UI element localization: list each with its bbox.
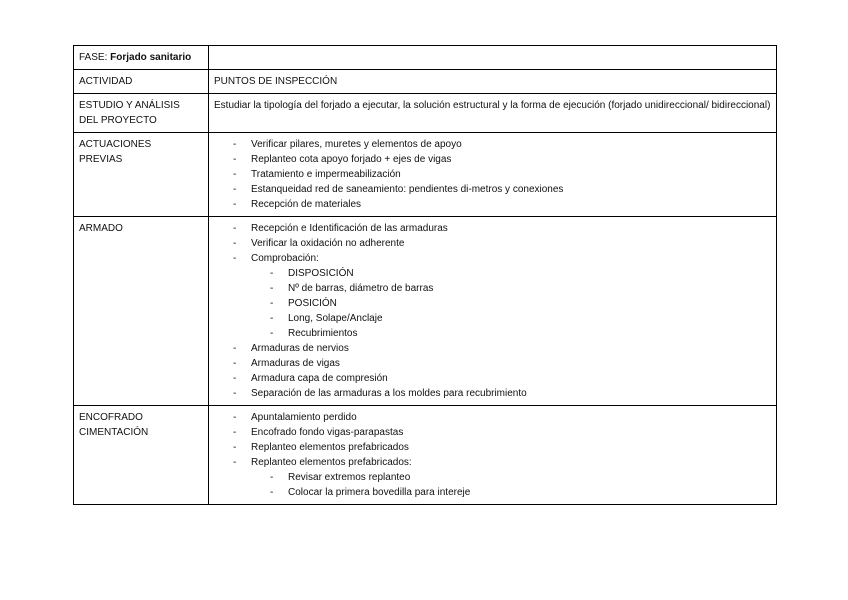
list-item-text: Replanteo cota apoyo forjado + ejes de vigas [251,154,452,165]
dash-marker: - [270,328,274,339]
encofrado-cell [209,406,777,505]
list-item [214,167,771,182]
list-item [214,356,771,371]
list-item [214,197,771,212]
list-item-text: Armaduras de vigas [251,358,340,369]
list-item-text: Verificar la oxidación no adherente [251,238,405,249]
list-item [214,341,771,356]
sub-list-item [251,485,771,500]
encofrado-sublist [251,470,771,500]
fase-cell [74,46,209,70]
dash-marker: - [233,412,237,423]
table-row [74,94,777,133]
list-item [214,152,771,167]
table-row [74,133,777,217]
list-item [214,425,771,440]
dash-marker: - [270,472,274,483]
actuaciones-list [214,137,771,212]
table-row [74,406,777,505]
dash-marker: - [233,223,237,234]
list-item-text: Apuntalamiento perdido [251,412,357,423]
sub-list-item-text: DISPOSICIÓN [288,268,354,279]
actuaciones-cell [209,133,777,217]
actuaciones-label: ACTUACIONES PREVIAS [74,133,209,217]
armado-label: ARMADO [74,217,209,406]
list-item-text: Recepción de materiales [251,199,362,210]
list-item [214,371,771,386]
estudio-label: ESTUDIO Y ANÁLISIS DEL PROYECTO [74,94,209,133]
list-item-text: Recepción e Identificación de las armaduras [251,223,448,234]
sub-list-item [251,311,771,326]
dash-marker: - [233,199,237,210]
table-row [74,70,777,94]
dash-marker: - [233,169,237,180]
dash-marker: - [233,442,237,453]
estudio-text: Estudiar la tipología del forjado a ejecutar, la solución estructural y la forma de ejecución (forjado unidireccional/ bidireccional) [209,94,777,133]
list-item [214,410,771,425]
armado-list [214,221,771,401]
dash-marker: - [233,457,237,468]
dash-marker: - [270,298,274,309]
sub-list-item [251,470,771,485]
list-item-text: Armaduras de nervios [251,343,349,354]
actividad-label: ACTIVIDAD [74,70,209,94]
dash-marker: - [270,283,274,294]
dash-marker: - [270,313,274,324]
dash-marker: - [233,373,237,384]
sub-list-item-text: Long, Solape/Anclaje [288,313,383,324]
list-item [214,251,771,341]
table-row [74,217,777,406]
fase-value: Forjado sanitario [110,52,192,63]
table-row [74,46,777,70]
list-item [214,137,771,152]
list-item-text: Estanqueidad red de saneamiento: pendientes di-metros y conexiones [251,184,564,195]
sub-list-item [251,281,771,296]
empty-cell [209,46,777,70]
dash-marker: - [233,427,237,438]
puntos-label: PUNTOS DE INSPECCIÓN [209,70,777,94]
dash-marker: - [233,184,237,195]
dash-marker: - [233,139,237,150]
list-item-text: Comprobación: [251,253,319,264]
sub-list-item [251,266,771,281]
dash-marker: - [233,253,237,264]
list-item [214,182,771,197]
dash-marker: - [233,388,237,399]
sub-list-item-text: Nº de barras, diámetro de barras [288,283,434,294]
armado-sublist [251,266,771,341]
list-item [214,440,771,455]
sub-list-item-text: POSICIÓN [288,298,337,309]
list-item-text: Replanteo elementos prefabricados: [251,457,412,468]
armado-cell [209,217,777,406]
sub-list-item-text: Recubrimientos [288,328,358,339]
list-item [214,455,771,500]
inspection-table [73,45,777,505]
list-item [214,221,771,236]
dash-marker: - [233,154,237,165]
dash-marker: - [270,487,274,498]
dash-marker: - [233,358,237,369]
fase-label: FASE: [79,52,111,63]
list-item [214,386,771,401]
sub-list-item-text: Revisar extremos replanteo [288,472,411,483]
sub-list-item-text: Colocar la primera bovedilla para intereje [288,487,471,498]
dash-marker: - [233,238,237,249]
encofrado-list [214,410,771,500]
list-item [214,236,771,251]
list-item-text: Armadura capa de compresión [251,373,388,384]
sub-list-item [251,326,771,341]
list-item-text: Separación de las armaduras a los moldes para recubrimiento [251,388,527,399]
dash-marker: - [270,268,274,279]
dash-marker: - [233,343,237,354]
list-item-text: Replanteo elementos prefabricados [251,442,409,453]
sub-list-item [251,296,771,311]
list-item-text: Encofrado fondo vigas-parapastas [251,427,404,438]
list-item-text: Tratamiento e impermeabilización [251,169,401,180]
list-item-text: Verificar pilares, muretes y elementos de apoyo [251,139,462,150]
encofrado-label: ENCOFRADO CIMENTACIÓN [74,406,209,505]
